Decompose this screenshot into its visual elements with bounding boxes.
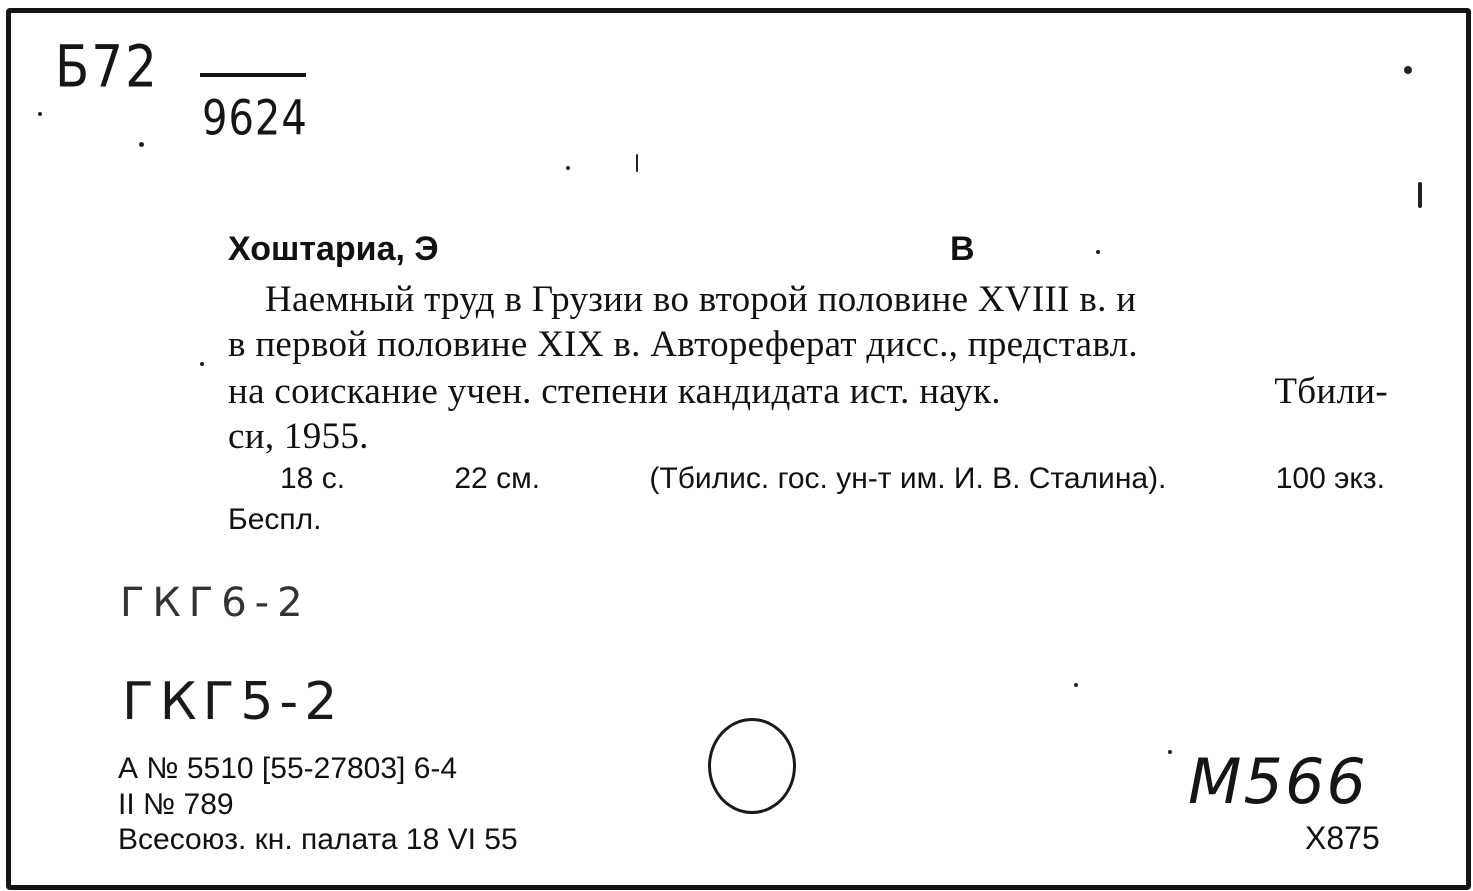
ink-speck [1404,66,1412,74]
collation-copies: 100 экз. [1275,462,1385,495]
shelfmark-divider [200,73,306,77]
collation-pages: 18 с. [280,462,346,495]
title-line-3-place: Тбили- [1274,371,1388,412]
title-line-1: Наемный труд в Грузии во второй половине XVIII в. и [265,279,1137,320]
registry-line-3: Всесоюз. кн. палата 18 VI 55 [118,823,518,856]
title-line-3 [228,370,1388,413]
ink-speck [636,154,638,172]
registry-line-2: II № 789 [118,788,234,821]
collation-size: 22 см. [454,462,541,495]
author-name: Хоштариа, Э [228,230,439,268]
author-initial: В [950,230,975,268]
ink-speck [200,362,204,366]
ink-speck [38,112,42,116]
ink-speck [1168,750,1172,754]
registry-line-1: А № 5510 [55-27803] 6-4 [118,752,458,785]
stamp-circle [708,718,796,814]
handwritten-code-2: ГКГ5-2 [122,672,344,732]
collation-line [280,462,1385,496]
shelfmark-bottom: 9624 [202,91,308,147]
title-line-2: в первой половине XIX в. Автореферат дисс., представл. [228,324,1138,365]
index-code: X875 [1305,820,1380,856]
title-line-3-text: на соискание учен. степени кандидата ист. наук. [228,371,1001,412]
price-note: Беспл. [228,503,322,536]
shelfmark-top: Б72 [55,33,159,101]
handwritten-mark: М566 [1188,745,1368,818]
collation-publisher: (Тбилис. гос. ун-т им. И. В. Сталина). [649,462,1167,495]
ink-speck [1418,182,1422,208]
entry-heading [228,230,1388,269]
handwritten-code-1: ГКГ6-2 [120,580,311,626]
title-line-4: си, 1955. [228,416,369,457]
ink-speck [1096,250,1100,254]
ink-speck [139,142,144,147]
ink-speck [566,166,570,170]
ink-speck [1074,683,1078,687]
